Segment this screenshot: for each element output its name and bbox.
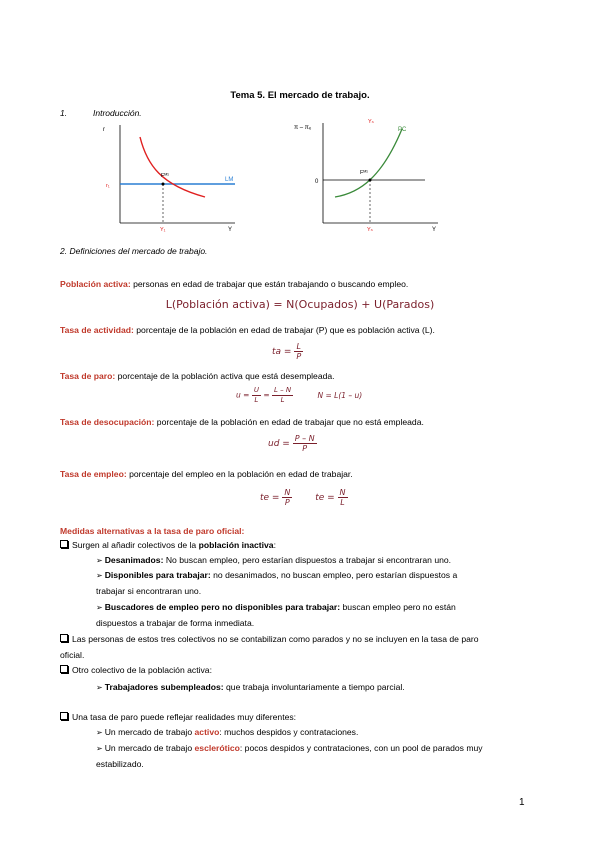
arrow-bullet-icon: ➢ [96,728,103,737]
bullet-3 [60,664,212,676]
def-tasa-empleo [60,468,353,480]
u-extra: N = L(1 – u) [317,390,363,400]
arrow-bullet-icon: ➢ [96,556,103,565]
ud-num: P – N [294,434,315,443]
bullet-4 [60,711,296,723]
te-lhs-2: te = [315,493,335,503]
ta-lhs: ta = [272,347,292,357]
disponibles-term: Disponibles para trabajar: [104,570,211,580]
sub-bullet-subempleados [96,681,405,694]
fm-label-right: Fᴹ¹ [360,170,368,176]
def-poblacion-activa [60,278,408,290]
u-num1: U [253,386,259,394]
bullet-2 [60,633,479,645]
formula-te [260,488,348,507]
text-tasa-actividad: porcentaje de la población en edad de trabajar (P) que es población activa (L). [136,325,435,335]
top-yn-label: Yₙ [368,119,374,125]
desanimados-term: Desanimados: [104,555,164,565]
checkbox-bullet-icon [60,540,68,548]
te-lhs-1: te = [260,493,280,503]
def-tasa-actividad [60,324,435,336]
bullet-1-bold: población inactiva [198,540,274,550]
text-tasa-paro: porcentaje de la población activa que está desempleada. [117,371,335,381]
medidas-heading: Medidas alternativas a la tasa de paro oficial: [60,526,245,536]
page-title: Tema 5. El mercado de trabajo. [230,90,370,101]
term-poblacion-activa: Población activa: [60,279,131,289]
u-eq: = [263,390,270,400]
sub-bullet-activo [96,726,358,739]
def-tasa-desocupacion [60,416,424,428]
bullet-2-text-2: oficial. [60,650,85,660]
esclerotico-text-2: estabilizado. [96,759,144,769]
y1-label: Y₁ [160,227,166,233]
sub-bullet-disponibles [96,569,457,582]
u-den2: L [280,396,285,404]
term-tasa-desocupacion: Tasa de desocupación: [60,417,155,427]
esclerotico-pre: Un mercado de trabajo [104,743,195,753]
sub-bullet-buscadores [96,601,456,614]
arrow-bullet-icon: ➢ [96,744,103,753]
checkbox-bullet-icon [60,665,68,673]
r1-label: r₁ [106,183,110,189]
arrow-bullet-icon: ➢ [96,603,103,612]
subempleados-text: que trabaja involuntariamente a tiempo parcial. [226,682,405,692]
formula-u [236,386,362,405]
def-tasa-paro [60,370,335,382]
u-num2: L – N [274,386,292,394]
buscadores-term: Buscadores de empleo pero no disponibles para trabajar: [104,602,341,612]
buscadores-text: buscan empleo pero no están [342,602,456,612]
is-lm-graph [95,115,240,233]
sub-bullet-esclerotico [96,742,483,755]
zero-label: 0 [315,179,319,185]
disponibles-text-2: trabajar si encontraran uno. [96,586,202,596]
fm-point-right [369,179,372,182]
formula-poblacion-activa: L(Población activa) = N(Ocupados) + U(Parados) [165,298,435,311]
pc-label: PC [398,127,407,133]
text-poblacion-activa: personas en edad de trabajar que están trabajando o buscando empleo. [133,279,409,289]
bullet-3-text: Otro colectivo de la población activa: [72,665,212,675]
pc-curve [335,129,402,197]
section-1-number: 1. [60,108,68,118]
checkbox-bullet-icon [60,634,68,642]
bullet-1-post: : [273,540,276,550]
sub-bullet-desanimados [96,554,451,567]
bullet-1 [60,539,276,551]
pi-axis-label: π – πₑ [294,125,312,131]
te-num2: N [339,488,346,497]
page-number: 1 [519,797,525,808]
buscadores-text-2: dispuestos a trabajar de forma inmediata. [96,618,255,628]
u-lhs: u = [236,390,250,400]
text-tasa-desocupacion: porcentaje de la población en edad de trabajar que no está empleada. [156,417,424,427]
activo-post: : muchos despidos y contrataciones. [219,727,359,737]
esclerotico-post: : pocos despidos y contrataciones, con un pool de parados muy [239,743,483,753]
checkbox-bullet-icon [60,712,68,720]
bullet-2-text: Las personas de estos tres colectivos no se contabilizan como parados y no se incluyen en la tasa de paro [72,634,479,644]
fm-point [162,183,165,186]
activo-pre: Un mercado de trabajo [104,727,195,737]
u-fraction-2 [272,386,293,405]
te-fraction-2 [338,488,348,507]
section-2-label: 2. Definiciones del mercado de trabajo. [60,246,208,256]
section-1-label: Introducción. [93,108,142,118]
ud-fraction [293,434,317,453]
arrow-bullet-icon: ➢ [96,571,103,580]
term-tasa-paro: Tasa de paro: [60,371,116,381]
ta-den: P [296,352,302,361]
activo-colored: activo [194,727,220,737]
subempleados-term: Trabajadores subempleados: [104,682,224,692]
te-den2: L [340,498,345,507]
bullet-4-text: Una tasa de paro puede reflejar realidades muy diferentes: [72,712,297,722]
te-den1: P [284,498,290,507]
arrow-bullet-icon: ➢ [96,683,103,692]
text-tasa-empleo: porcentaje del empleo en la población en edad de trabajar. [129,469,353,479]
bullet-1-pre: Surgen al añadir colectivos de la [72,540,199,550]
term-tasa-actividad: Tasa de actividad: [60,325,134,335]
esclerotico-colored: esclerótico [194,743,240,753]
te-fraction-1 [282,488,292,507]
formula-ud [268,434,317,453]
u-fraction-1 [252,386,261,405]
ud-lhs: ud = [268,439,290,449]
yn-label: Yₙ [367,227,373,233]
r-axis-label: r [103,127,105,133]
phillips-curve-graph [290,115,445,233]
disponibles-text: no desanimados, no buscan empleo, pero estarían dispuestos a [213,570,458,580]
lm-label: LM [225,177,234,183]
ta-fraction [294,342,303,361]
formula-ta [272,342,303,361]
fm-label: Fᴹ¹ [161,173,169,179]
term-tasa-empleo: Tasa de empleo: [60,469,127,479]
ta-num: L [294,342,303,352]
ud-den: P [302,444,308,453]
y-axis-label: Y [228,227,233,233]
u-den1: L [254,396,259,404]
y-axis-label-right: Y [432,227,437,233]
desanimados-text: No buscan empleo, pero estarían dispuestos a trabajar si encontraran uno. [165,555,452,565]
is-curve [140,137,205,197]
te-num1: N [284,488,291,497]
